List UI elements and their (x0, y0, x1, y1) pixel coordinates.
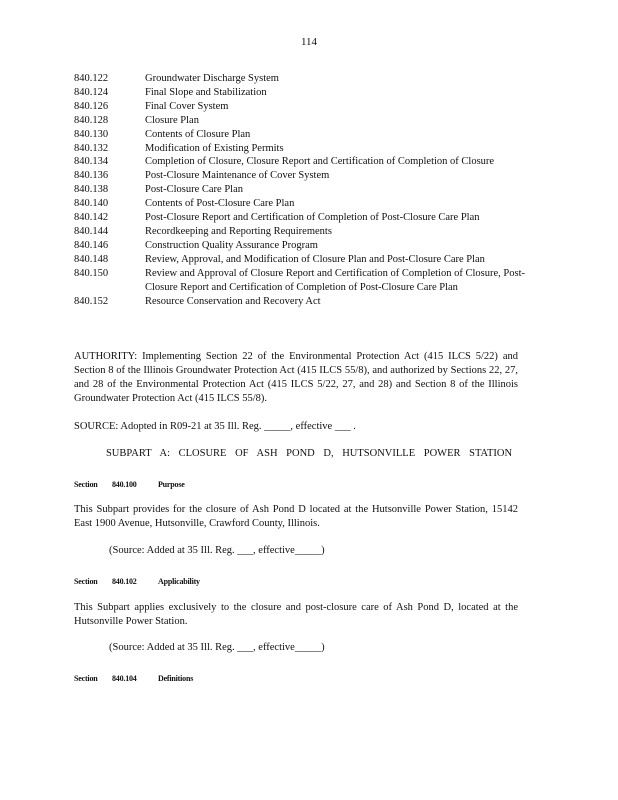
toc-section-title: Review and Approval of Closure Report and Certification of Completion of Closure, Post-Closure Report and Certification of Completion of Post-Closure Care Plan (145, 267, 525, 293)
section-paragraph: This Subpart provides for the closure of Ash Pond D located at the Hutsonville Power Station, 15142 East 1900 Avenue, Hutsonville, Crawford County, Illinois. (74, 504, 518, 529)
toc-section-number: 840.144 (74, 225, 109, 237)
toc-section-number: 840.126 (74, 100, 109, 112)
toc-row (74, 169, 544, 183)
section-heading (74, 577, 200, 586)
toc-section-title: Contents of Post-Closure Care Plan (145, 198, 295, 210)
toc-section-title: Groundwater Discharge System (145, 73, 279, 84)
toc-section-title: Modification of Existing Permits (145, 142, 284, 154)
toc-row (74, 114, 544, 128)
subpart-heading: SUBPART A: CLOSURE OF ASH POND D, HUTSONVILLE POWER STATION (105, 448, 513, 459)
toc-row (74, 142, 544, 156)
toc-section-number: 840.128 (74, 114, 109, 126)
toc-section-title: Post-Closure Care Plan (145, 184, 243, 196)
toc-section-title: Construction Quality Assurance Program (145, 239, 318, 251)
toc-section-title: Post-Closure Report and Certification of Completion of Post-Closure Care Plan (145, 212, 480, 224)
toc-section-number: 840.132 (74, 142, 109, 154)
toc-section-number: 840.136 (74, 170, 109, 182)
section-source-note: (Source: Added at 35 Ill. Reg. ___, effective_____) (109, 642, 325, 653)
section-label: Section (74, 480, 98, 489)
toc-row (74, 128, 544, 142)
section-heading (74, 480, 185, 489)
toc-row (74, 197, 544, 211)
section-paragraph: This Subpart applies exclusively to the closure and post-closure care of Ash Pond D, located at the Hutsonville Power Station. (74, 602, 518, 627)
section-number: 840.104 (112, 674, 137, 683)
toc-section-number: 840.150 (74, 267, 109, 279)
section-number: 840.100 (112, 480, 137, 489)
toc-section-number: 840.130 (74, 128, 109, 140)
toc-section-title: Review, Approval, and Modification of Closure Plan and Post-Closure Care Plan (145, 253, 485, 265)
toc-row (74, 211, 544, 225)
toc-row (74, 253, 544, 267)
toc-section-number: 840.134 (74, 156, 109, 168)
section-label: Section (74, 577, 98, 586)
toc-section-title: Resource Conservation and Recovery Act (145, 295, 321, 307)
section-source-note: (Source: Added at 35 Ill. Reg. ___, effective_____) (109, 545, 325, 556)
toc-section-number: 840.142 (74, 212, 109, 224)
page-number: 114 (300, 36, 318, 48)
section-number: 840.102 (112, 577, 137, 586)
section-title: Applicability (158, 577, 200, 586)
authority-paragraph: AUTHORITY: Implementing Section 22 of the Environmental Protection Act (415 ILCS 5/22) and Section 8 of the Illinois Groundwater Protection Act (415 ILCS 55/8), and authorized by Sections 22, 27, and 28 of the Environmental Protection Act (415 ILCS 5/22, 27, and 28) and Section 8 of the Illinois Groundwater Protection Act (415 ILCS 55/8). (74, 351, 518, 404)
toc-row (74, 86, 544, 100)
toc-section-number: 840.152 (74, 295, 109, 307)
toc-section-title: Final Slope and Stabilization (145, 86, 267, 98)
toc-section-number: 840.148 (74, 253, 109, 265)
toc-section-title: Completion of Closure, Closure Report and Certification of Completion of Closure (145, 156, 495, 168)
toc-row (74, 72, 544, 86)
source-line: SOURCE: Adopted in R09-21 at 35 Ill. Reg. _____, effective ___ . (74, 421, 356, 432)
section-label: Section (74, 674, 98, 683)
toc-row (74, 225, 544, 239)
toc-section-title: Final Cover System (145, 100, 229, 112)
toc-section-title: Contents of Closure Plan (145, 128, 251, 140)
table-of-contents (74, 72, 544, 308)
toc-section-number: 840.124 (74, 86, 109, 98)
toc-section-title: Closure Plan (145, 114, 199, 126)
section-title: Definitions (158, 674, 194, 683)
toc-row (74, 267, 544, 295)
toc-row (74, 183, 544, 197)
toc-row (74, 100, 544, 114)
toc-section-number: 840.138 (74, 184, 109, 196)
toc-section-number: 840.140 (74, 198, 109, 210)
toc-row (74, 239, 544, 253)
toc-section-title: Post-Closure Maintenance of Cover System (145, 170, 330, 182)
section-heading (74, 674, 193, 683)
section-title: Purpose (158, 480, 185, 489)
toc-section-number: 840.122 (74, 73, 109, 84)
toc-section-title: Recordkeeping and Reporting Requirements (145, 225, 332, 237)
toc-row (74, 155, 544, 169)
toc-row (74, 295, 544, 309)
toc-section-number: 840.146 (74, 239, 109, 251)
